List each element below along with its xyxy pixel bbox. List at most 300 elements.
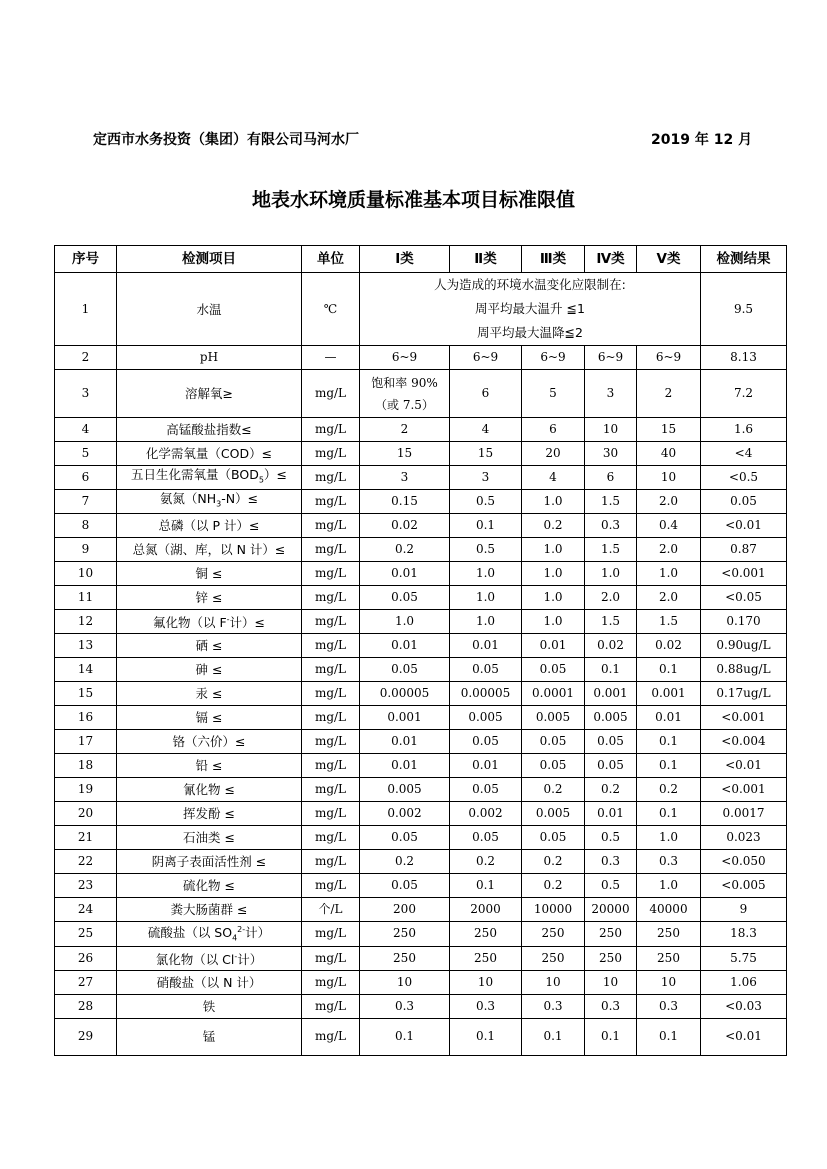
class-5-limit: 2.0 (637, 586, 701, 610)
test-result: 0.88ug/L (701, 658, 787, 682)
class-4-limit: 0.05 (585, 730, 637, 754)
test-item-part: 4 (232, 933, 238, 943)
table-row (55, 802, 787, 826)
test-item: 粪大肠菌群 ≤ (117, 898, 302, 922)
unit: mg/L (302, 634, 360, 658)
unit: mg/L (302, 466, 360, 490)
class-2-limit: 1.0 (450, 562, 522, 586)
class-1-limit: 3 (360, 466, 450, 490)
class-1-limit: 250 (360, 946, 450, 970)
unit: mg/L (302, 442, 360, 466)
class-5-limit: 10 (637, 466, 701, 490)
row-number: 27 (55, 970, 117, 994)
class-1-limit: 15 (360, 442, 450, 466)
test-item: 铁 (117, 994, 302, 1018)
unit: mg/L (302, 778, 360, 802)
test-item: 镉 ≤ (117, 706, 302, 730)
table-row (55, 346, 787, 370)
column-header: 单位 (302, 246, 360, 273)
row-number: 23 (55, 874, 117, 898)
unit: mg/L (302, 826, 360, 850)
table-row (55, 1018, 787, 1055)
class-1-limit: 0.01 (360, 754, 450, 778)
table-row (55, 658, 787, 682)
class-3-limit: 0.0001 (522, 682, 585, 706)
test-result: <0.005 (701, 874, 787, 898)
class-3-limit: 10000 (522, 898, 585, 922)
table-row (55, 850, 787, 874)
test-result: 0.170 (701, 610, 787, 634)
class-1-limit (360, 370, 450, 418)
test-result: 1.06 (701, 970, 787, 994)
test-item: 铅 ≤ (117, 754, 302, 778)
test-result: <0.001 (701, 706, 787, 730)
row-number: 2 (55, 346, 117, 370)
test-item: 硒 ≤ (117, 634, 302, 658)
unit: mg/L (302, 994, 360, 1018)
class-5-limit: 1.5 (637, 610, 701, 634)
row-number: 16 (55, 706, 117, 730)
unit: mg/L (302, 850, 360, 874)
class-4-limit: 0.3 (585, 994, 637, 1018)
class-4-limit: 10 (585, 418, 637, 442)
class-4-limit: 2.0 (585, 586, 637, 610)
class-3-limit: 0.05 (522, 754, 585, 778)
class-3-limit: 1.0 (522, 610, 585, 634)
class-4-limit: 1.5 (585, 610, 637, 634)
unit: mg/L (302, 874, 360, 898)
class-4-limit: 0.005 (585, 706, 637, 730)
class-1-limit: 0.05 (360, 826, 450, 850)
row-number: 28 (55, 994, 117, 1018)
class-5-limit: 0.4 (637, 514, 701, 538)
class-1-limit: 0.05 (360, 658, 450, 682)
class-3-limit: 6 (522, 418, 585, 442)
report-date: 2019 年 12 月 (651, 132, 753, 148)
test-result: 0.17ug/L (701, 682, 787, 706)
class-4-limit: 6 (585, 466, 637, 490)
table-row (55, 466, 787, 490)
class-4-limit: 1.0 (585, 562, 637, 586)
class-4-limit: 0.05 (585, 754, 637, 778)
class-5-limit: 40 (637, 442, 701, 466)
class-1-limit: 0.02 (360, 514, 450, 538)
class-2-limit: 1.0 (450, 586, 522, 610)
class-2-limit: 0.1 (450, 874, 522, 898)
unit: mg/L (302, 922, 360, 947)
class-2-limit: 250 (450, 922, 522, 947)
class-3-limit: 0.2 (522, 514, 585, 538)
class-3-limit: 0.01 (522, 634, 585, 658)
class-4-limit: 0.1 (585, 1018, 637, 1055)
test-result: <4 (701, 442, 787, 466)
class-2-limit: 0.005 (450, 706, 522, 730)
test-item-part: 氯化物（以 Cl (155, 952, 235, 968)
test-item: 铜 ≤ (117, 562, 302, 586)
unit: mg/L (302, 730, 360, 754)
test-result: 1.6 (701, 418, 787, 442)
class-2-limit: 0.1 (450, 1018, 522, 1055)
test-item-part: 硫酸盐（以 SO (147, 925, 233, 941)
class-4-limit: 0.5 (585, 874, 637, 898)
class-3-limit: 1.0 (522, 586, 585, 610)
class-5-limit: 0.02 (637, 634, 701, 658)
row-number: 6 (55, 466, 117, 490)
test-item: 溶解氧≥ (117, 370, 302, 418)
test-item-part: ）≤ (263, 467, 287, 483)
class-1-limit: 0.002 (360, 802, 450, 826)
class-1-limit: 0.00005 (360, 682, 450, 706)
class-5-limit: 0.1 (637, 730, 701, 754)
class-3-limit: 250 (522, 922, 585, 947)
unit: mg/L (302, 802, 360, 826)
unit: mg/L (302, 490, 360, 514)
test-item: 水温 (117, 273, 302, 346)
test-item (117, 490, 302, 514)
class-5-limit: 0.001 (637, 682, 701, 706)
class-2-limit: 0.2 (450, 850, 522, 874)
table-row (55, 730, 787, 754)
table-row (55, 778, 787, 802)
table-row (55, 586, 787, 610)
unit: mg/L (302, 418, 360, 442)
class-2-limit: 15 (450, 442, 522, 466)
class-2-limit: 0.3 (450, 994, 522, 1018)
class-1-limit: 1.0 (360, 610, 450, 634)
class-3-limit: 0.1 (522, 1018, 585, 1055)
row-number: 11 (55, 586, 117, 610)
test-result: 8.13 (701, 346, 787, 370)
row-number: 13 (55, 634, 117, 658)
test-item-part: -N）≤ (221, 491, 259, 507)
class-1-limit: 2 (360, 418, 450, 442)
row-number: 20 (55, 802, 117, 826)
class-3-limit: 250 (522, 946, 585, 970)
test-result: 0.87 (701, 538, 787, 562)
class-4-limit: 3 (585, 370, 637, 418)
row-number: 9 (55, 538, 117, 562)
class-4-limit: 10 (585, 970, 637, 994)
class-4-limit: 0.001 (585, 682, 637, 706)
test-result: <0.050 (701, 850, 787, 874)
row-number: 25 (55, 922, 117, 947)
row-number: 17 (55, 730, 117, 754)
class-5-limit: 1.0 (637, 874, 701, 898)
class-3-limit: 1.0 (522, 538, 585, 562)
row-number: 15 (55, 682, 117, 706)
unit: mg/L (302, 682, 360, 706)
class-1-limit: 0.2 (360, 850, 450, 874)
row-number: 26 (55, 946, 117, 970)
table-row (55, 946, 787, 970)
row-number: 18 (55, 754, 117, 778)
unit: mg/L (302, 562, 360, 586)
class-3-limit: 5 (522, 370, 585, 418)
class-3-limit: 10 (522, 970, 585, 994)
table-row (55, 970, 787, 994)
table-row (55, 418, 787, 442)
table-row (55, 994, 787, 1018)
class-4-limit: 250 (585, 922, 637, 947)
test-result: 0.05 (701, 490, 787, 514)
test-result: <0.01 (701, 1018, 787, 1055)
class-1-limit: 10 (360, 970, 450, 994)
unit: mg/L (302, 658, 360, 682)
class-2-limit: 0.05 (450, 730, 522, 754)
test-item-part: 计） (245, 925, 271, 941)
test-result: 5.75 (701, 946, 787, 970)
class-2-limit: 10 (450, 970, 522, 994)
test-item: 总氮（湖、库，以 N 计）≤ (117, 538, 302, 562)
test-item-part: 五日生化需氧量（BOD (131, 467, 259, 483)
table-row (55, 442, 787, 466)
page-title: 地表水环境质量标准基本项目标准限值 (251, 189, 575, 211)
test-item: 汞 ≤ (117, 682, 302, 706)
unit: mg/L (302, 370, 360, 418)
class-4-limit: 6~9 (585, 346, 637, 370)
row-number: 12 (55, 610, 117, 634)
class-1-limit: 0.01 (360, 730, 450, 754)
test-item (117, 946, 302, 970)
class-4-limit: 0.1 (585, 658, 637, 682)
unit: mg/L (302, 706, 360, 730)
class-2-limit: 0.05 (450, 826, 522, 850)
class-3-limit: 0.05 (522, 826, 585, 850)
class-3-limit: 0.2 (522, 778, 585, 802)
unit: mg/L (302, 1018, 360, 1055)
unit: mg/L (302, 754, 360, 778)
column-header: 检测结果 (701, 246, 787, 273)
test-result: <0.001 (701, 778, 787, 802)
test-item-part: 5 (258, 475, 264, 485)
class-5-limit: 2 (637, 370, 701, 418)
test-item-part: 氨氮（NH (159, 491, 217, 507)
class-4-limit: 0.02 (585, 634, 637, 658)
row-number: 10 (55, 562, 117, 586)
class-3-limit: 1.0 (522, 490, 585, 514)
test-result: <0.01 (701, 514, 787, 538)
class-4-limit: 0.3 (585, 514, 637, 538)
unit: ℃ (302, 273, 360, 346)
table-row (55, 706, 787, 730)
unit: mg/L (302, 946, 360, 970)
class-5-limit: 0.1 (637, 802, 701, 826)
row-number: 8 (55, 514, 117, 538)
test-item: 阴离子表面活性剂 ≤ (117, 850, 302, 874)
test-item: 石油类 ≤ (117, 826, 302, 850)
table-row (55, 634, 787, 658)
unit: mg/L (302, 514, 360, 538)
test-item-part: - (226, 615, 230, 625)
test-result: 0.0017 (701, 802, 787, 826)
table-row (55, 562, 787, 586)
test-item: 挥发酚 ≤ (117, 802, 302, 826)
test-result: <0.05 (701, 586, 787, 610)
class-1-limit: 200 (360, 898, 450, 922)
class-1-limit: 0.001 (360, 706, 450, 730)
test-item: 化学需氧量（COD）≤ (117, 442, 302, 466)
class-5-limit: 1.0 (637, 562, 701, 586)
class-3-limit: 0.2 (522, 850, 585, 874)
unit: 个/L (302, 898, 360, 922)
test-result: 0.023 (701, 826, 787, 850)
class-2-limit: 1.0 (450, 610, 522, 634)
column-header: Ⅰ类 (360, 246, 450, 273)
class-4-limit: 0.01 (585, 802, 637, 826)
class-2-limit: 0.00005 (450, 682, 522, 706)
unit: mg/L (302, 538, 360, 562)
class-2-limit: 2000 (450, 898, 522, 922)
class-5-limit: 0.3 (637, 850, 701, 874)
column-header: 检测项目 (117, 246, 302, 273)
class-4-limit: 1.5 (585, 490, 637, 514)
class-3-limit: 0.05 (522, 730, 585, 754)
class-2-limit: 0.05 (450, 658, 522, 682)
unit: mg/L (302, 610, 360, 634)
class-1-limit: 0.05 (360, 874, 450, 898)
class-2-limit: 0.01 (450, 634, 522, 658)
test-result: 18.3 (701, 922, 787, 947)
class-5-limit: 0.01 (637, 706, 701, 730)
standard-limits-table (54, 245, 787, 1056)
class-4-limit: 20000 (585, 898, 637, 922)
standard-line: 周平均最大温升 ≦1 (475, 301, 585, 316)
class-5-limit: 40000 (637, 898, 701, 922)
table-row (55, 490, 787, 514)
test-result: <0.001 (701, 562, 787, 586)
row-number: 21 (55, 826, 117, 850)
row-number: 19 (55, 778, 117, 802)
test-item-part: 3 (216, 499, 222, 509)
class-2-limit: 6~9 (450, 346, 522, 370)
class-2-limit: 0.1 (450, 514, 522, 538)
class-5-limit: 250 (637, 946, 701, 970)
table-row (55, 273, 787, 346)
class-2-limit: 0.5 (450, 538, 522, 562)
test-item: 铬（六价）≤ (117, 730, 302, 754)
test-item: 锰 (117, 1018, 302, 1055)
column-header: Ⅳ类 (585, 246, 637, 273)
class-5-limit: 0.1 (637, 754, 701, 778)
test-item: 硝酸盐（以 N 计） (117, 970, 302, 994)
test-result: 9.5 (701, 273, 787, 346)
table-row (55, 922, 787, 947)
test-item: 硫化物 ≤ (117, 874, 302, 898)
class-4-limit: 30 (585, 442, 637, 466)
row-number: 3 (55, 370, 117, 418)
test-result: <0.01 (701, 754, 787, 778)
test-item: 锌 ≤ (117, 586, 302, 610)
test-item (117, 922, 302, 947)
class-5-limit: 2.0 (637, 538, 701, 562)
class-2-limit: 0.01 (450, 754, 522, 778)
class-4-limit: 0.3 (585, 850, 637, 874)
class-5-limit: 0.1 (637, 658, 701, 682)
table-row (55, 754, 787, 778)
test-item: 总磷（以 P 计）≤ (117, 514, 302, 538)
organization-name: 定西市水务投资（集团）有限公司马河水厂 (93, 132, 359, 148)
class-5-limit: 0.2 (637, 778, 701, 802)
table-row (55, 370, 787, 418)
test-result: <0.5 (701, 466, 787, 490)
class-3-limit: 0.3 (522, 994, 585, 1018)
class-3-limit: 20 (522, 442, 585, 466)
class-1-limit: 6~9 (360, 346, 450, 370)
test-result: <0.004 (701, 730, 787, 754)
class-4-limit: 1.5 (585, 538, 637, 562)
test-item-part: 氟化物（以 F (152, 615, 227, 631)
class-1-limit: 0.01 (360, 634, 450, 658)
class-5-limit: 2.0 (637, 490, 701, 514)
class-5-limit: 6~9 (637, 346, 701, 370)
column-header: Ⅴ类 (637, 246, 701, 273)
test-item-part: - (234, 952, 238, 962)
test-item (117, 466, 302, 490)
class-5-limit: 250 (637, 922, 701, 947)
class-1-limit: 0.2 (360, 538, 450, 562)
test-result: 0.90ug/L (701, 634, 787, 658)
class-5-limit: 0.3 (637, 994, 701, 1018)
column-header: 序号 (55, 246, 117, 273)
column-header: Ⅱ类 (450, 246, 522, 273)
test-item: 高锰酸盐指数≤ (117, 418, 302, 442)
table-row (55, 538, 787, 562)
test-item-part: 2- (237, 925, 246, 934)
row-number: 14 (55, 658, 117, 682)
class-1-limit: 0.05 (360, 586, 450, 610)
test-item: 氰化物 ≤ (117, 778, 302, 802)
class-2-limit: 0.5 (450, 490, 522, 514)
class-4-limit: 250 (585, 946, 637, 970)
class-2-limit: 0.05 (450, 778, 522, 802)
class-5-limit: 0.1 (637, 1018, 701, 1055)
test-item (117, 610, 302, 634)
table-header-row (55, 246, 787, 273)
class-2-limit: 4 (450, 418, 522, 442)
row-number: 22 (55, 850, 117, 874)
test-item: 砷 ≤ (117, 658, 302, 682)
unit: — (302, 346, 360, 370)
class-1-limit: 250 (360, 922, 450, 947)
class-1-limit: 0.005 (360, 778, 450, 802)
table-row (55, 682, 787, 706)
limit-line: 饱和率 90% (371, 375, 438, 390)
class-1-limit: 0.3 (360, 994, 450, 1018)
row-number: 7 (55, 490, 117, 514)
class-3-limit: 6~9 (522, 346, 585, 370)
water-temp-standard (360, 273, 701, 346)
limit-line: （或 7.5） (375, 397, 434, 412)
class-3-limit: 0.05 (522, 658, 585, 682)
class-4-limit: 0.2 (585, 778, 637, 802)
test-item-part: 计）≤ (229, 615, 266, 631)
test-item-part: 计） (237, 952, 263, 968)
standard-line: 人为造成的环境水温变化应限制在: (434, 277, 626, 292)
class-2-limit: 250 (450, 946, 522, 970)
unit: mg/L (302, 970, 360, 994)
row-number: 24 (55, 898, 117, 922)
test-result: <0.03 (701, 994, 787, 1018)
class-3-limit: 0.2 (522, 874, 585, 898)
test-result: 9 (701, 898, 787, 922)
class-5-limit: 1.0 (637, 826, 701, 850)
class-2-limit: 0.002 (450, 802, 522, 826)
row-number: 29 (55, 1018, 117, 1055)
class-3-limit: 0.005 (522, 802, 585, 826)
standard-line: 周平均最大温降≦2 (477, 325, 583, 340)
class-5-limit: 10 (637, 970, 701, 994)
test-result: 7.2 (701, 370, 787, 418)
